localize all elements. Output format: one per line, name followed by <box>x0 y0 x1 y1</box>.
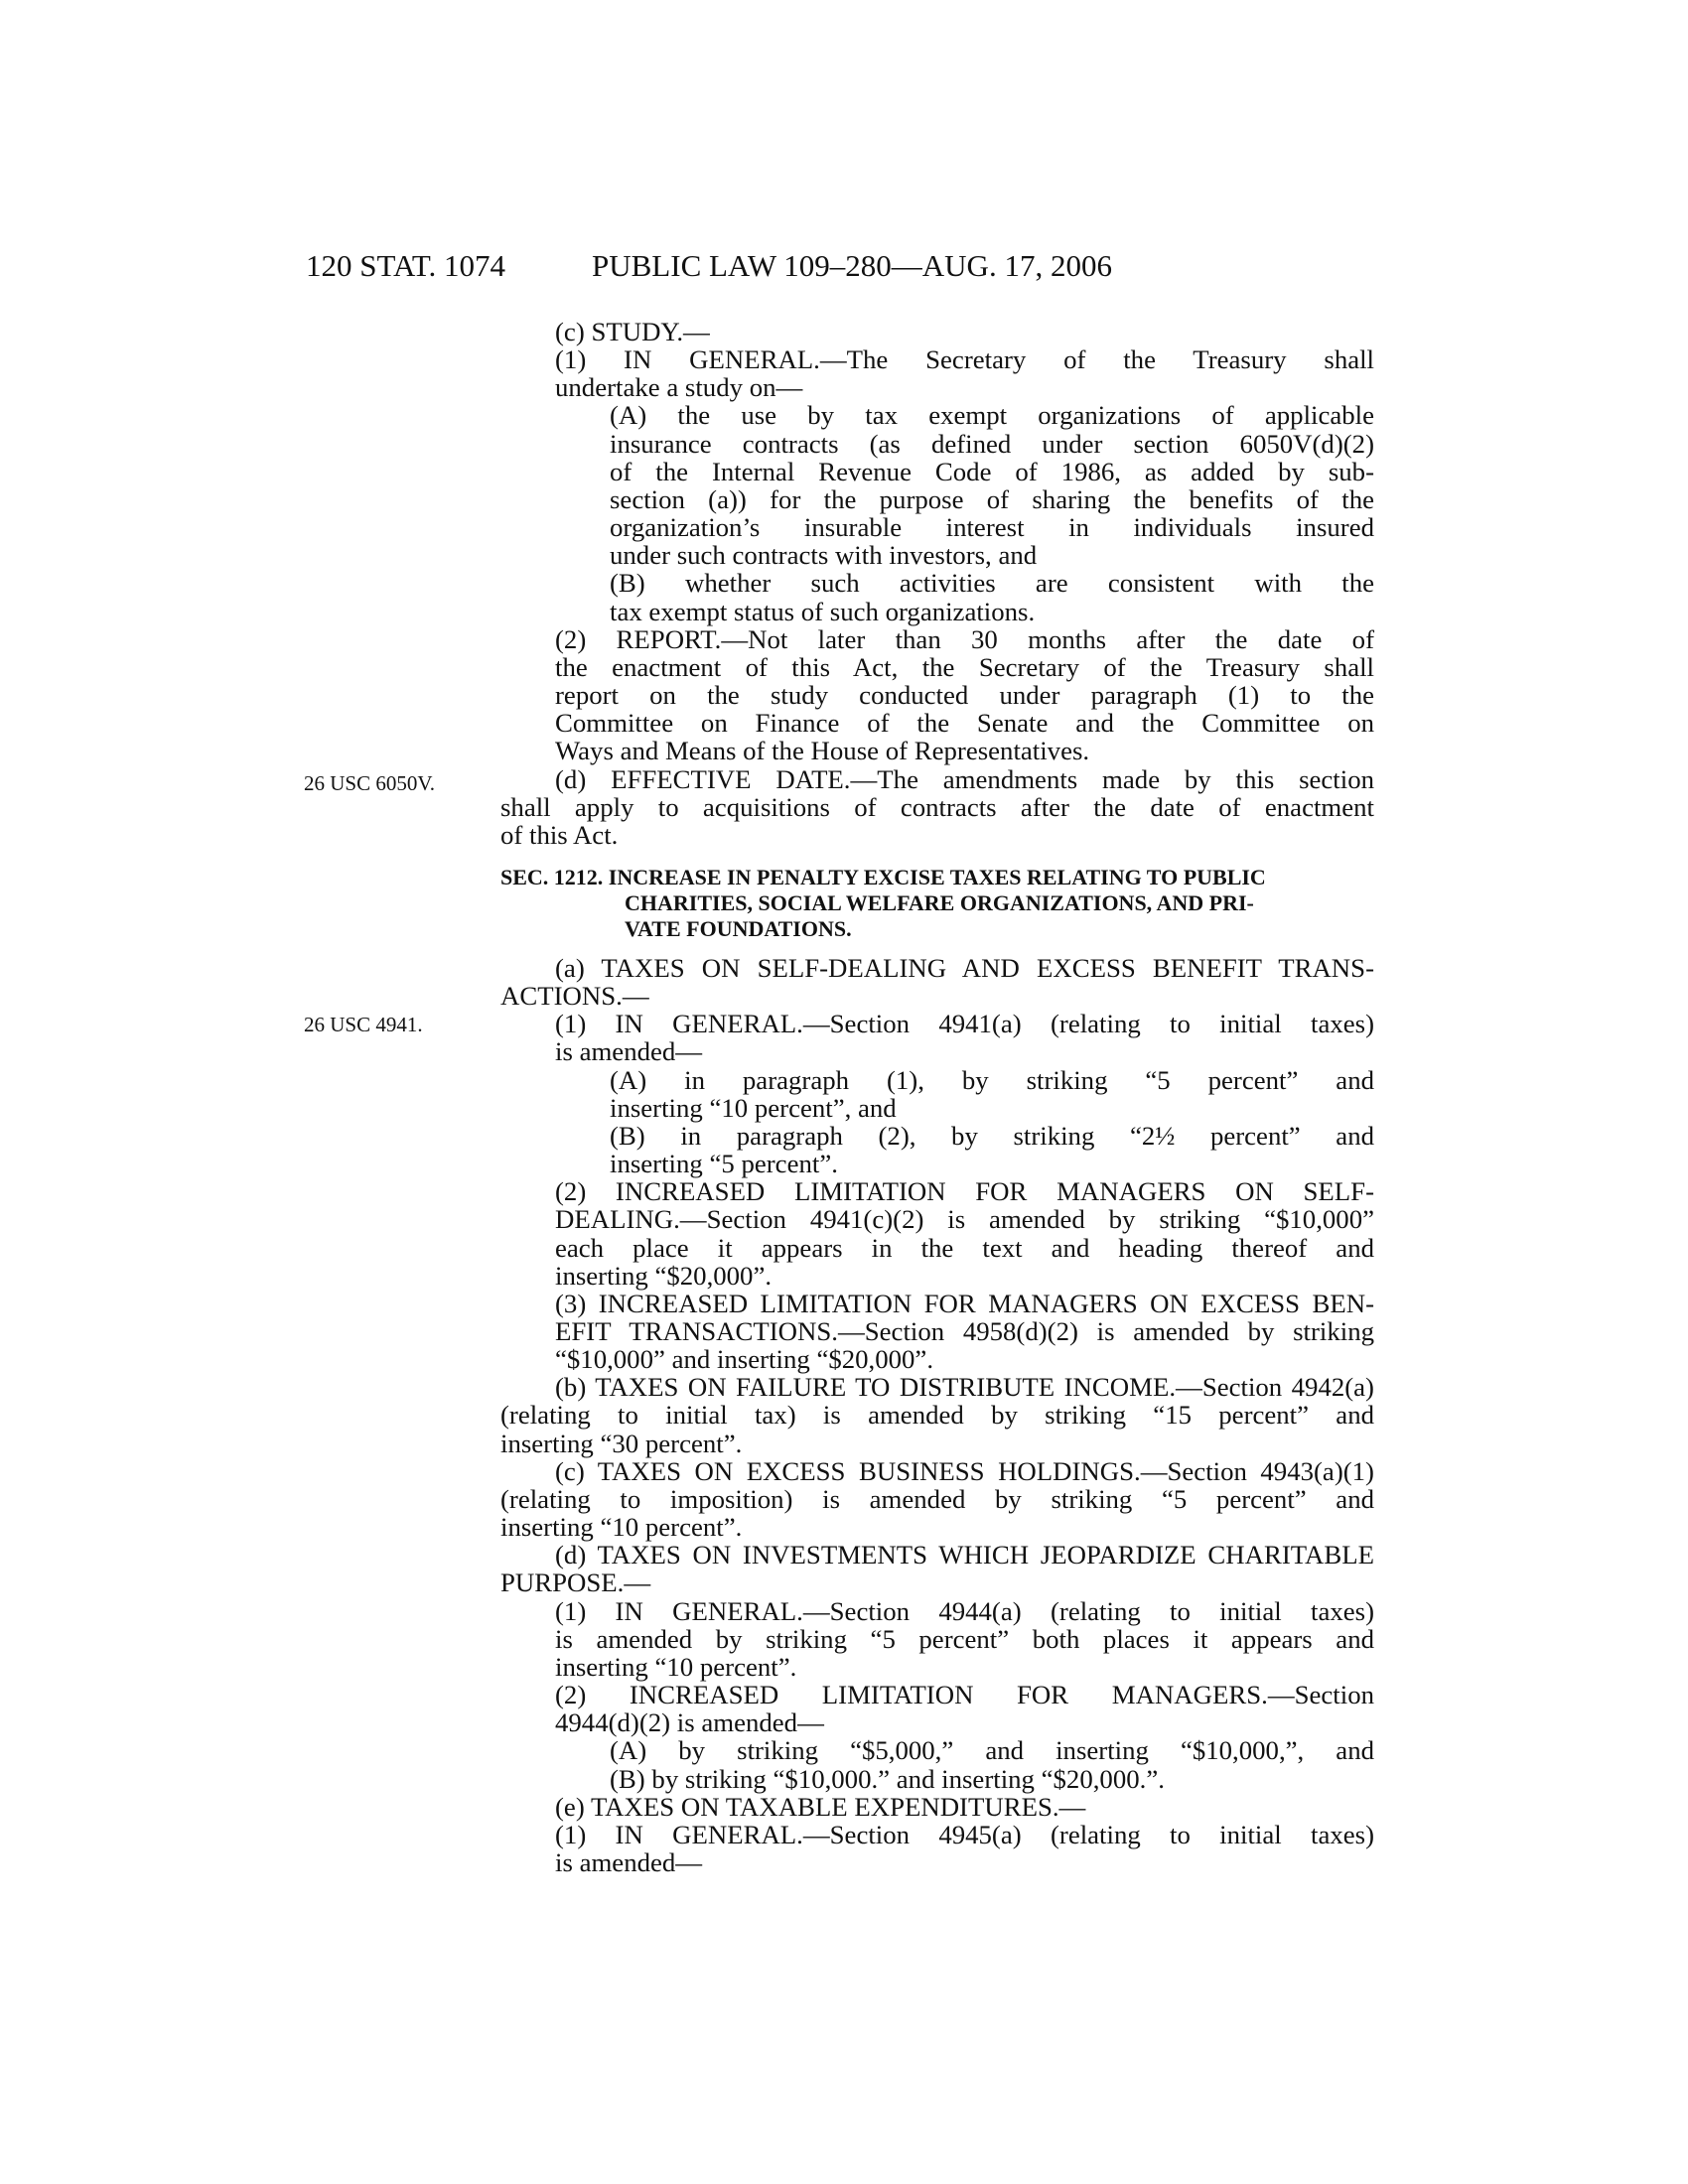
text-line: inserting “5 percent”. <box>610 1149 838 1179</box>
paragraph-e1 <box>500 1821 1374 1876</box>
text-line: of the Internal Revenue Code of 1986, as added by sub- <box>610 456 1374 486</box>
section-heading-line: VATE FOUNDATIONS. <box>625 915 852 941</box>
text-line: is amended— <box>555 1036 703 1067</box>
text-line: shall apply to acquisitions of contracts after the date of enactment <box>500 791 1374 822</box>
text-line: report on the study conducted under paragraph (1) to the <box>555 680 1374 711</box>
text-line: (d) EFFECTIVE DATE.—The amendments made by this section <box>555 763 1374 794</box>
text-line: (A) in paragraph (1), by striking “5 percent” and <box>610 1064 1374 1095</box>
text-line: inserting “10 percent”, and <box>610 1092 897 1123</box>
margin-note-usc-4941: 26 USC 4941. <box>304 1013 423 1036</box>
text-line: tax exempt status of such organizations. <box>610 596 1036 626</box>
subparagraph-c1-a <box>500 401 1374 569</box>
text-line: the enactment of this Act, the Secretary of the Treasury shall <box>555 651 1374 682</box>
paragraph-c2 <box>500 625 1374 765</box>
subparagraph-c1-b <box>500 569 1374 624</box>
subparagraph-a1-a <box>500 1066 1374 1122</box>
paragraph-c1 <box>500 345 1374 401</box>
text-line: (3) INCREASED LIMITATION FOR MANAGERS ON EXCESS BEN- <box>555 1288 1374 1318</box>
text-line: (relating to initial tax) is amended by striking “15 percent” and <box>500 1400 1374 1431</box>
text-line: each place it appears in the text and heading thereof and <box>555 1232 1374 1263</box>
section-1212-heading <box>500 865 1374 942</box>
text-line: 4944(d)(2) is amended— <box>555 1707 824 1738</box>
text-line: (1) IN GENERAL.—Section 4945(a) (relating to initial taxes) <box>555 1819 1374 1849</box>
text-line: inserting “30 percent”. <box>500 1428 743 1458</box>
text-line: (a) TAXES ON SELF-DEALING AND EXCESS BENEFIT TRANS- <box>555 952 1374 983</box>
section-heading-line: CHARITIES, SOCIAL WELFARE ORGANIZATIONS, AND PRI- <box>625 889 1254 915</box>
text-line: (2) REPORT.—Not later than 30 months after the date of <box>555 623 1374 654</box>
text-line: under such contracts with investors, and <box>610 540 1038 571</box>
text-line: (A) the use by tax exempt organizations of applicable <box>610 400 1374 431</box>
text-line: “$10,000” and inserting “$20,000”. <box>555 1344 934 1375</box>
text-line: (c) TAXES ON EXCESS BUSINESS HOLDINGS.—Section 4943(a)(1) <box>555 1455 1374 1486</box>
text-line: section (a)) for the purpose of sharing the benefits of the <box>610 483 1374 514</box>
text-line: (1) IN GENERAL.—Section 4944(a) (relating to initial taxes) <box>555 1595 1374 1626</box>
text-line: PURPOSE.— <box>500 1568 651 1598</box>
text-line: DEALING.—Section 4941(c)(2) is amended by striking “$10,000” <box>555 1204 1374 1235</box>
paragraph-a2 <box>500 1177 1374 1290</box>
text-line: (B) in paragraph (2), by striking “2½ percent” and <box>610 1120 1374 1151</box>
page-header <box>306 248 1368 288</box>
text-line: (B) whether such activities are consistent with the <box>610 568 1374 599</box>
text-line: (b) TAXES ON FAILURE TO DISTRIBUTE INCOME.—Section 4942(a) <box>555 1372 1374 1403</box>
text-line: (2) INCREASED LIMITATION FOR MANAGERS ON SELF- <box>555 1176 1374 1207</box>
text-line: (d) TAXES ON INVESTMENTS WHICH JEOPARDIZE CHARITABLE <box>555 1540 1374 1570</box>
subparagraph-d2-b: (B) by striking “$10,000.” and inserting “$20,000.”. <box>610 1763 1165 1794</box>
text-line: of this Act. <box>500 819 619 850</box>
subsection-b <box>500 1373 1374 1456</box>
text-line: insurance contracts (as defined under section 6050V(d)(2) <box>610 428 1374 459</box>
subsection-a-heading <box>500 954 1374 1010</box>
public-law-title: PUBLIC LAW 109–280—AUG. 17, 2006 <box>592 248 1112 283</box>
text-line: organization’s insurable interest in individuals insured <box>610 512 1374 543</box>
subparagraph-a1-b <box>500 1122 1374 1177</box>
subsection-d-heading <box>500 1541 1374 1596</box>
paragraph-d2 <box>500 1681 1374 1736</box>
subsection-d-effective-date <box>500 765 1374 849</box>
margin-note-usc-6050v: 26 USC 6050V. <box>304 771 436 795</box>
text-line: undertake a study on— <box>555 372 803 403</box>
subsection-e-heading: (e) TAXES ON TAXABLE EXPENDITURES.— <box>555 1791 1086 1822</box>
text-line: (2) INCREASED LIMITATION FOR MANAGERS.—Section <box>555 1680 1374 1710</box>
text-line: ACTIONS.— <box>500 981 649 1012</box>
text-line: inserting “10 percent”. <box>555 1651 797 1682</box>
text-line: inserting “$20,000”. <box>555 1260 773 1291</box>
text-line: EFIT TRANSACTIONS.—Section 4958(d)(2) is amended by striking <box>555 1316 1374 1346</box>
text-line: Ways and Means of the House of Representatives. <box>555 736 1090 766</box>
document-body <box>500 318 1374 1876</box>
text-line: is amended— <box>555 1846 703 1877</box>
section-heading-line: SEC. 1212. INCREASE IN PENALTY EXCISE TAXES RELATING TO PUBLIC <box>500 864 1266 889</box>
paragraph-a3 <box>500 1290 1374 1373</box>
text-line: (1) IN GENERAL.—The Secretary of the Treasury shall <box>555 344 1374 375</box>
text-line: is amended by striking “5 percent” both places it appears and <box>555 1623 1374 1654</box>
text-line: Committee on Finance of the Senate and the Committee on <box>555 708 1374 739</box>
paragraph-a1 <box>500 1010 1374 1065</box>
subsection-c-excess-business-holdings <box>500 1457 1374 1541</box>
text-line: inserting “10 percent”. <box>500 1512 743 1543</box>
text-line: (1) IN GENERAL.—Section 4941(a) (relating to initial taxes) <box>555 1009 1374 1039</box>
subsection-c-heading: (c) STUDY.— <box>555 317 710 346</box>
subparagraph-d2-a: (A) by striking “$5,000,” and inserting “$10,000,”, and <box>610 1735 1374 1766</box>
text-line: (relating to imposition) is amended by striking “5 percent” and <box>500 1483 1374 1514</box>
paragraph-d1 <box>500 1597 1374 1681</box>
statute-reference: 120 STAT. 1074 <box>306 248 506 283</box>
